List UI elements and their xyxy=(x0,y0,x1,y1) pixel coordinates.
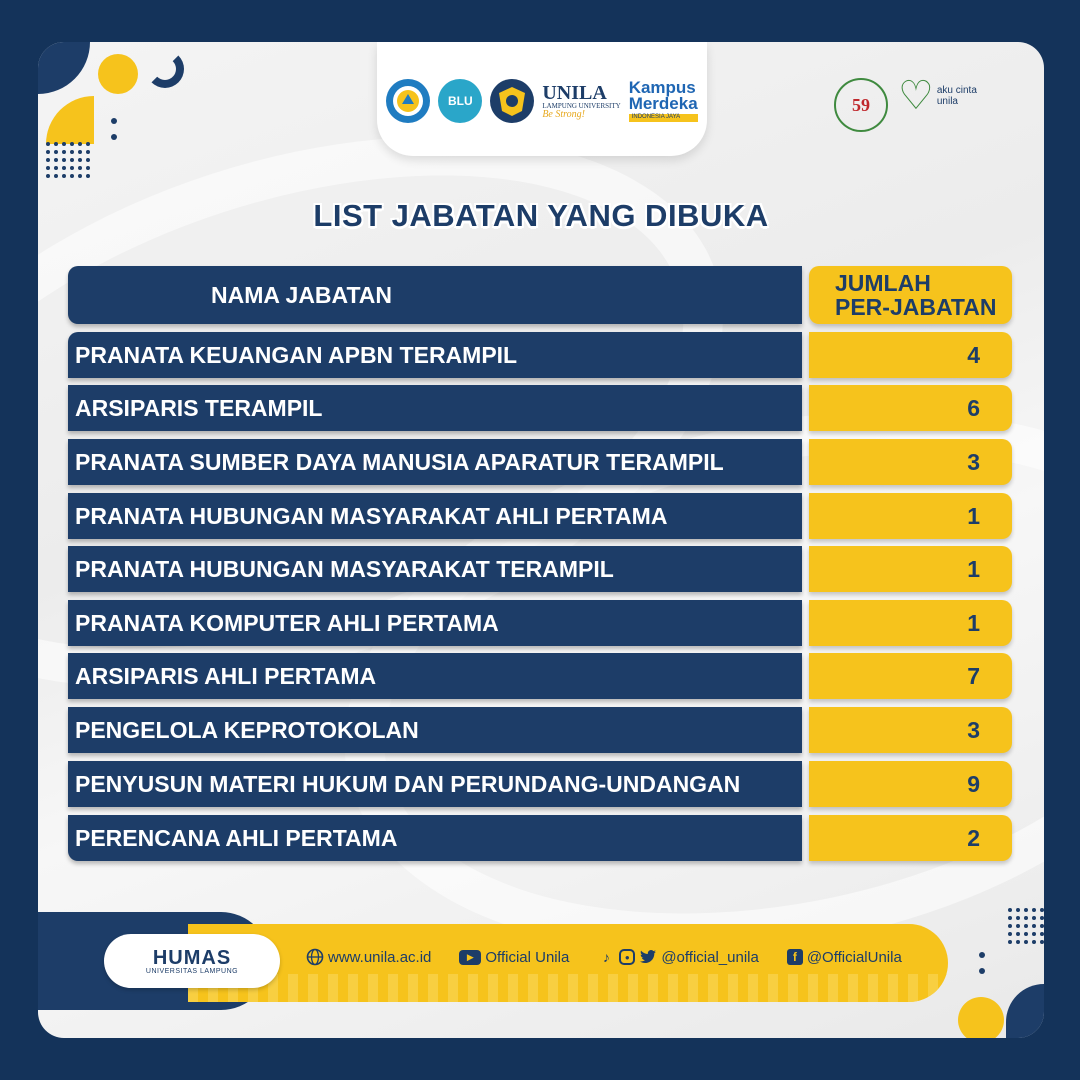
table-row xyxy=(68,546,1012,592)
twitter-icon xyxy=(639,948,657,966)
page-title: LIST JABATAN YANG DIBUKA xyxy=(313,198,769,233)
unila-emblem xyxy=(490,79,534,123)
position-count: 1 xyxy=(809,546,1012,592)
blu-logo: BLU xyxy=(438,79,482,123)
website-text: www.unila.ac.id xyxy=(328,948,432,966)
table-row xyxy=(68,761,1012,807)
kampus-merdeka-logo xyxy=(629,80,698,122)
dies-natalis-logo xyxy=(834,78,888,132)
decor-navy-corner xyxy=(38,42,90,94)
table-row xyxy=(68,600,1012,646)
decor-dot xyxy=(979,952,985,958)
position-name: ARSIPARIS TERAMPIL xyxy=(68,385,802,431)
position-count: 9 xyxy=(809,761,1012,807)
position-count: 1 xyxy=(809,600,1012,646)
aku-cinta-unila-logo xyxy=(898,73,977,119)
social-link[interactable] xyxy=(597,948,759,966)
column-header-count-line1: JUMLAH xyxy=(835,269,931,296)
position-count: 6 xyxy=(809,385,1012,431)
footer-contacts xyxy=(306,944,930,970)
table-row xyxy=(68,653,1012,699)
position-name: ARSIPARIS AHLI PERTAMA xyxy=(68,653,802,699)
facebook-link[interactable] xyxy=(787,949,902,966)
position-name: PRANATA KOMPUTER AHLI PERTAMA xyxy=(68,600,802,646)
tut-wuri-logo xyxy=(386,79,430,123)
humas-logo xyxy=(104,934,280,988)
position-count: 3 xyxy=(809,707,1012,753)
unila-wordmark xyxy=(542,83,620,120)
table-row xyxy=(68,707,1012,753)
position-name: PENYUSUN MATERI HUKUM DAN PERUNDANG-UNDANGAN xyxy=(68,761,802,807)
position-count: 7 xyxy=(809,653,1012,699)
decor-yellow-circle xyxy=(98,54,138,94)
footer-pattern xyxy=(188,974,948,1002)
decor-yellow-circle xyxy=(958,997,1004,1038)
decor-dot xyxy=(111,134,117,140)
decor-navy-quarter xyxy=(1006,984,1044,1038)
decor-navy-ring xyxy=(146,50,184,88)
heart-icon: ♡ xyxy=(898,73,934,119)
position-name: PRANATA HUBUNGAN MASYARAKAT TERAMPIL xyxy=(68,546,802,592)
position-name: PENGELOLA KEPROTOKOLAN xyxy=(68,707,802,753)
instagram-icon: ● xyxy=(619,949,635,965)
decor-yellow-quarter xyxy=(46,96,94,144)
humas-subtitle: UNIVERSITAS LAMPUNG xyxy=(145,967,239,975)
dies-number: 59 xyxy=(852,94,870,115)
decor-dot-grid xyxy=(1008,908,1044,944)
decor-dot-grid xyxy=(46,142,90,178)
globe-icon xyxy=(306,948,324,966)
aku-line1: aku cinta xyxy=(936,85,977,96)
logo-tab xyxy=(377,42,707,156)
column-header-name: NAMA JABATAN xyxy=(68,266,802,324)
position-name: PERENCANA AHLI PERTAMA xyxy=(68,815,802,861)
unila-sub: LAMPUNG UNIVERSITY xyxy=(542,101,621,110)
kampus-line1: Kampus xyxy=(628,78,696,98)
decor-dot xyxy=(979,968,985,974)
column-header-count-line2: PER-JABATAN xyxy=(835,294,997,320)
table-row xyxy=(68,385,1012,431)
website-link[interactable] xyxy=(306,948,431,966)
table-header xyxy=(68,266,1012,324)
youtube-icon: ▶ xyxy=(459,950,481,965)
table-row xyxy=(68,815,1012,861)
column-header-count xyxy=(809,266,1012,324)
table-row xyxy=(68,332,1012,378)
position-name: PRANATA SUMBER DAYA MANUSIA APARATUR TERAMPIL xyxy=(68,439,802,485)
tiktok-icon: ♪ xyxy=(602,949,610,965)
position-name: PRANATA HUBUNGAN MASYARAKAT AHLI PERTAMA xyxy=(68,493,802,539)
social-text: @official_unila xyxy=(661,948,759,966)
poster-card xyxy=(38,42,1044,1038)
decor-dot xyxy=(111,118,117,124)
table-row xyxy=(68,439,1012,485)
kampus-line3: INDONESIA JAYA xyxy=(629,114,698,122)
position-count: 2 xyxy=(809,815,1012,861)
unila-tagline: Be Strong! xyxy=(542,108,585,120)
position-name: PRANATA KEUANGAN APBN TERAMPIL xyxy=(68,332,802,378)
humas-title: HUMAS xyxy=(152,946,232,969)
facebook-icon: f xyxy=(787,949,803,965)
youtube-link[interactable] xyxy=(459,949,569,966)
aku-line2: unila xyxy=(936,96,958,107)
table-row xyxy=(68,493,1012,539)
kampus-line2: Merdeka xyxy=(628,94,698,114)
unila-name: UNILA xyxy=(542,81,607,104)
position-count: 4 xyxy=(809,332,1012,378)
position-count: 1 xyxy=(809,493,1012,539)
youtube-text: Official Unila xyxy=(485,948,570,966)
position-count: 3 xyxy=(809,439,1012,485)
facebook-text: @OfficialUnila xyxy=(806,948,902,966)
